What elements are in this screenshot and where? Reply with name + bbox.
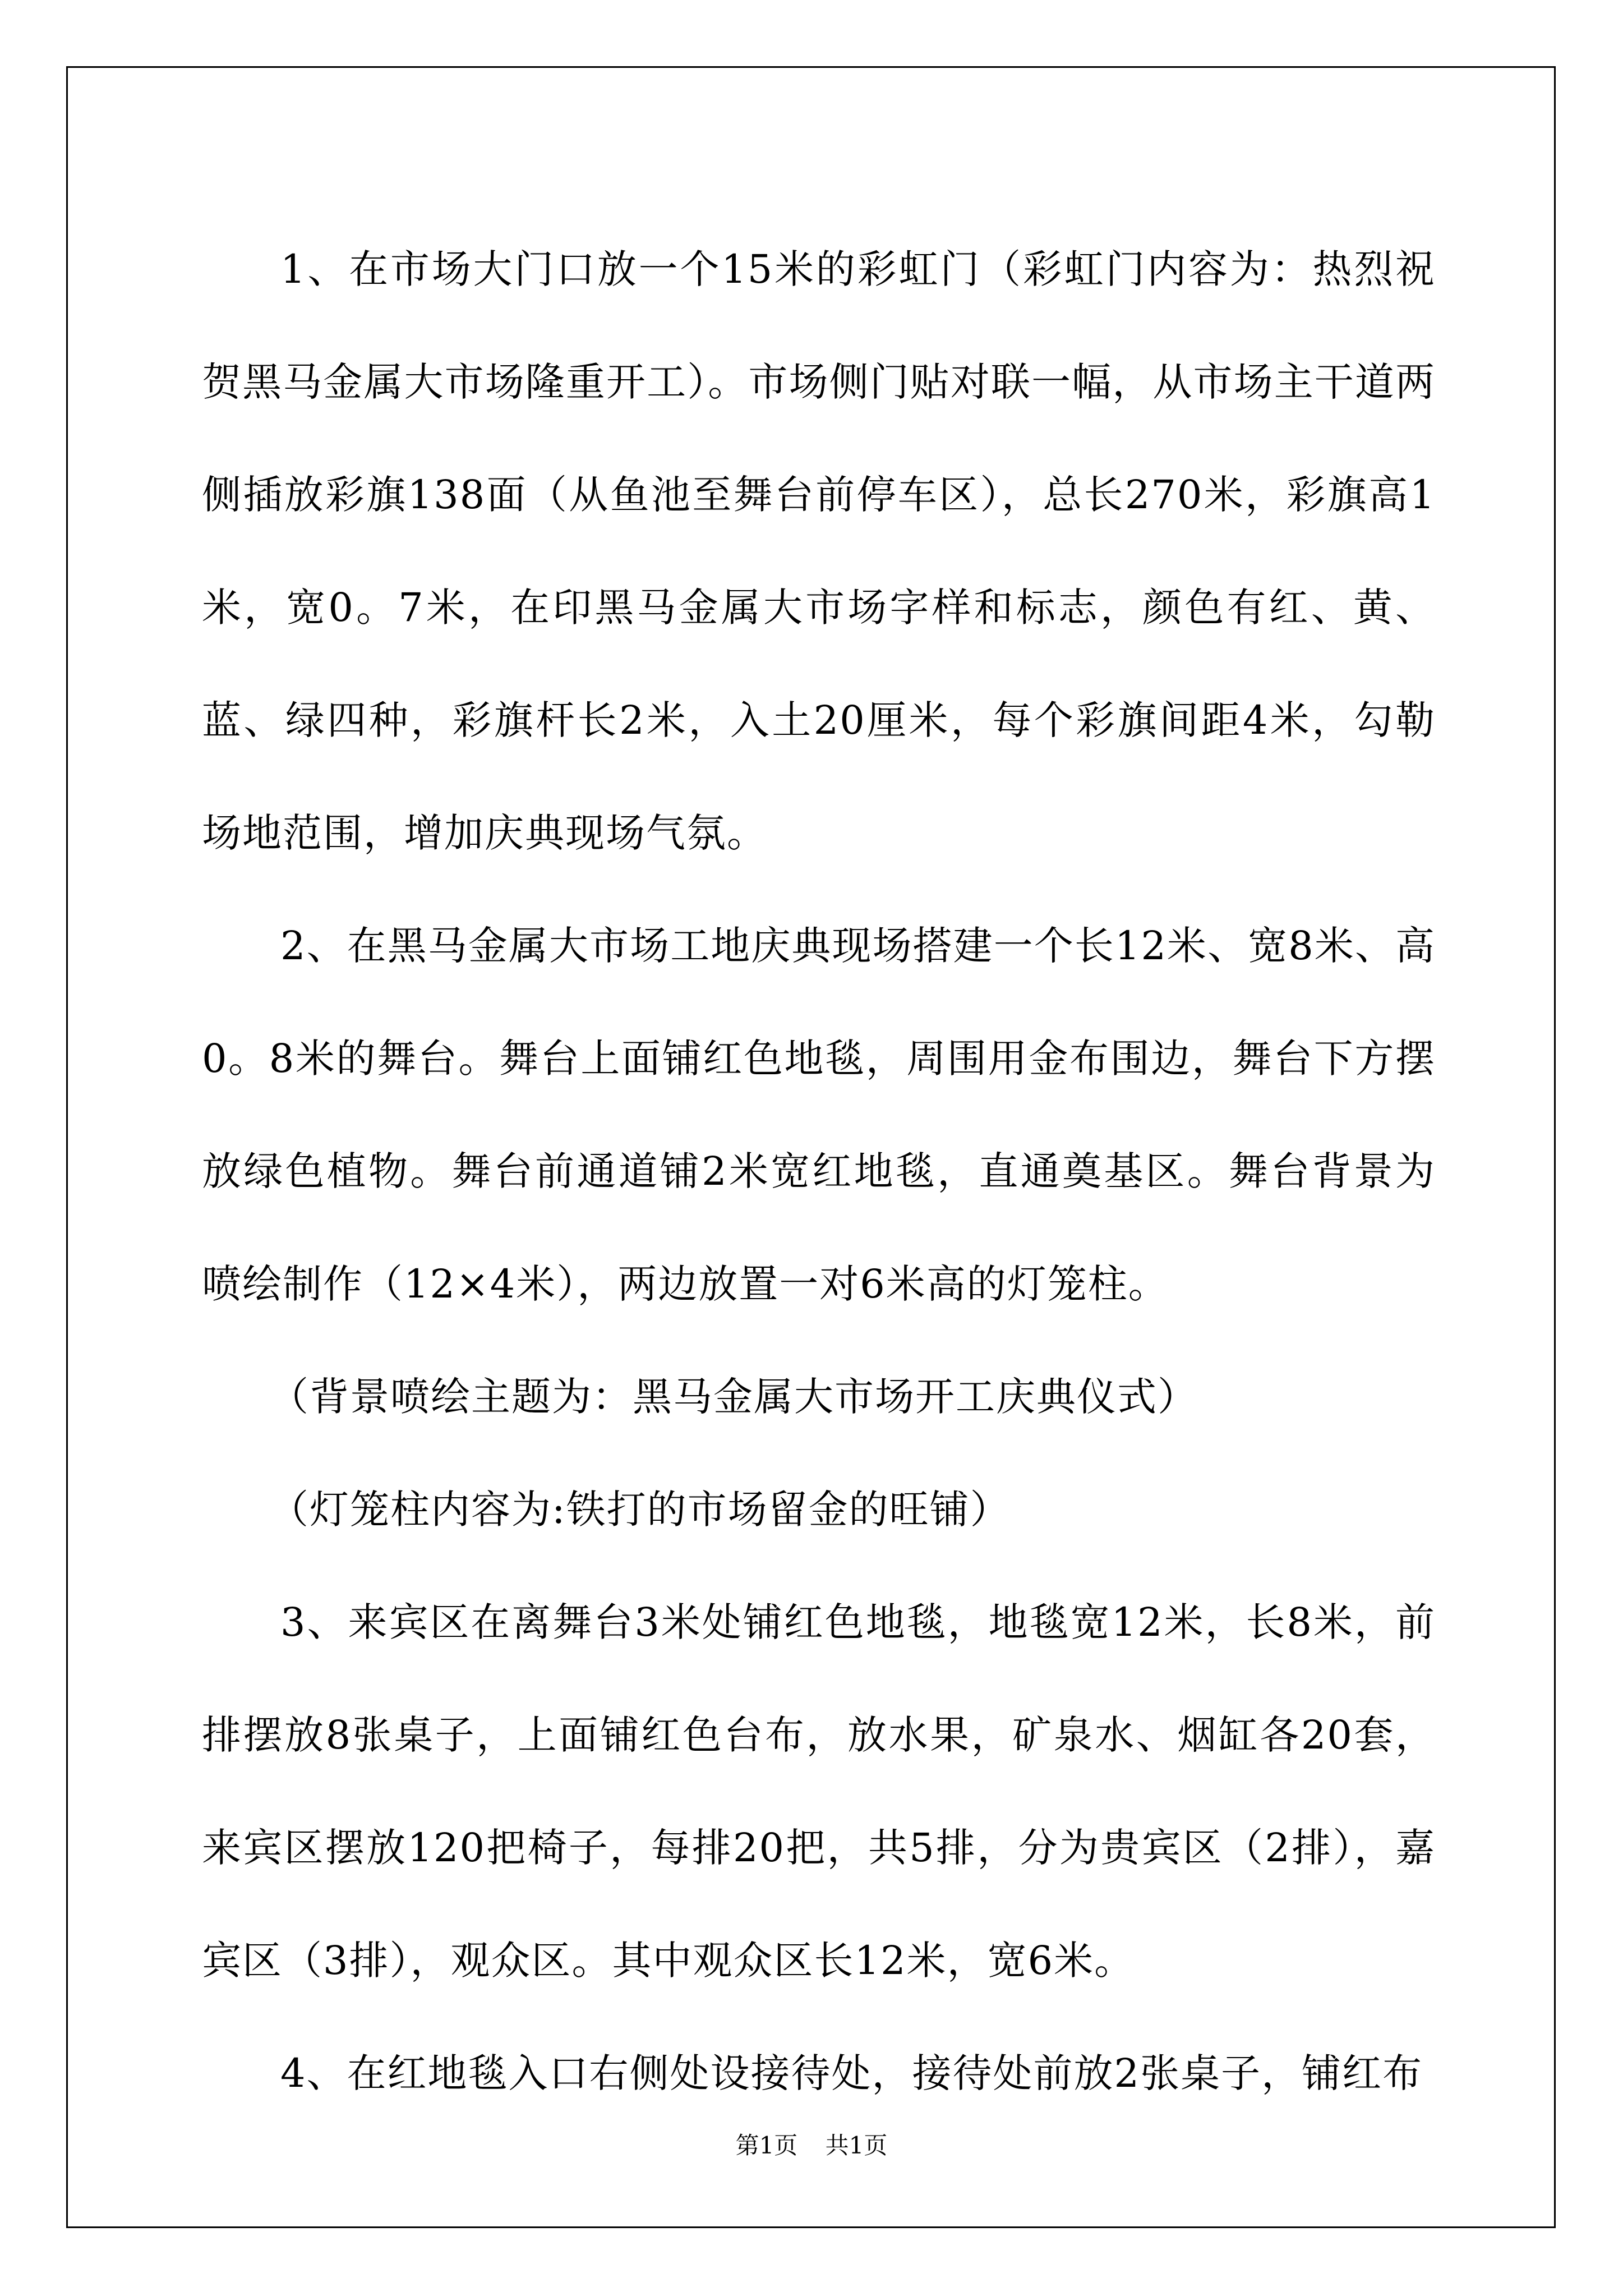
paragraph-4: （灯笼柱内容为:铁打的市场留金的旺铺） <box>269 1487 1011 1533</box>
paragraph-6: 4、在红地毯入口右侧处设接待处，接待处前放2张桌子，铺红布 <box>280 2050 1423 2096</box>
paragraph-3: （背景喷绘主题为：黑马金属大市场开工庆典仪式） <box>269 1374 1198 1420</box>
paragraph-2: 2、在黑马金属大市场工地庆典现场搭建一个长12米、宽8米、高0。8米的舞台。舞台上面铺红色地毯，周围用金布围边，舞台下方摆放绿色植物。舞台前通道铺2米宽红地毯，直通奠基区。舞台背景为喷绘制作（12×4米），两边放置一对6米高的灯笼柱。 <box>202 923 1436 1307</box>
document-body <box>202 213 1436 2130</box>
page-number-current: 第1页 <box>735 2132 798 2159</box>
page-number-total: 共1页 <box>825 2132 888 2159</box>
page-footer <box>0 2129 1623 2162</box>
paragraph-5: 3、来宾区在离舞台3米处铺红色地毯，地毯宽12米，长8米，前排摆放8张桌子，上面铺红色台布，放水果，矿泉水、烟缸各20套，来宾区摆放120把椅子，每排20把，共5排，分为贵宾区（2排），嘉宾区（3排），观众区。其中观众区长12米，宽6米。 <box>202 1599 1436 1984</box>
paragraph-1: 1、在市场大门口放一个15米的彩虹门（彩虹门内容为：热烈祝贺黑马金属大市场隆重开工）。市场侧门贴对联一幅，从市场主干道两侧插放彩旗138面（从鱼池至舞台前停车区），总长270米，彩旗高1米，宽0。7米，在印黑马金属大市场字样和标志，颜色有红、黄、蓝、绿四种，彩旗杆长2米，入土20厘米，每个彩旗间距4米，勾勒场地范围，增加庆典现场气氛。 <box>202 246 1436 856</box>
